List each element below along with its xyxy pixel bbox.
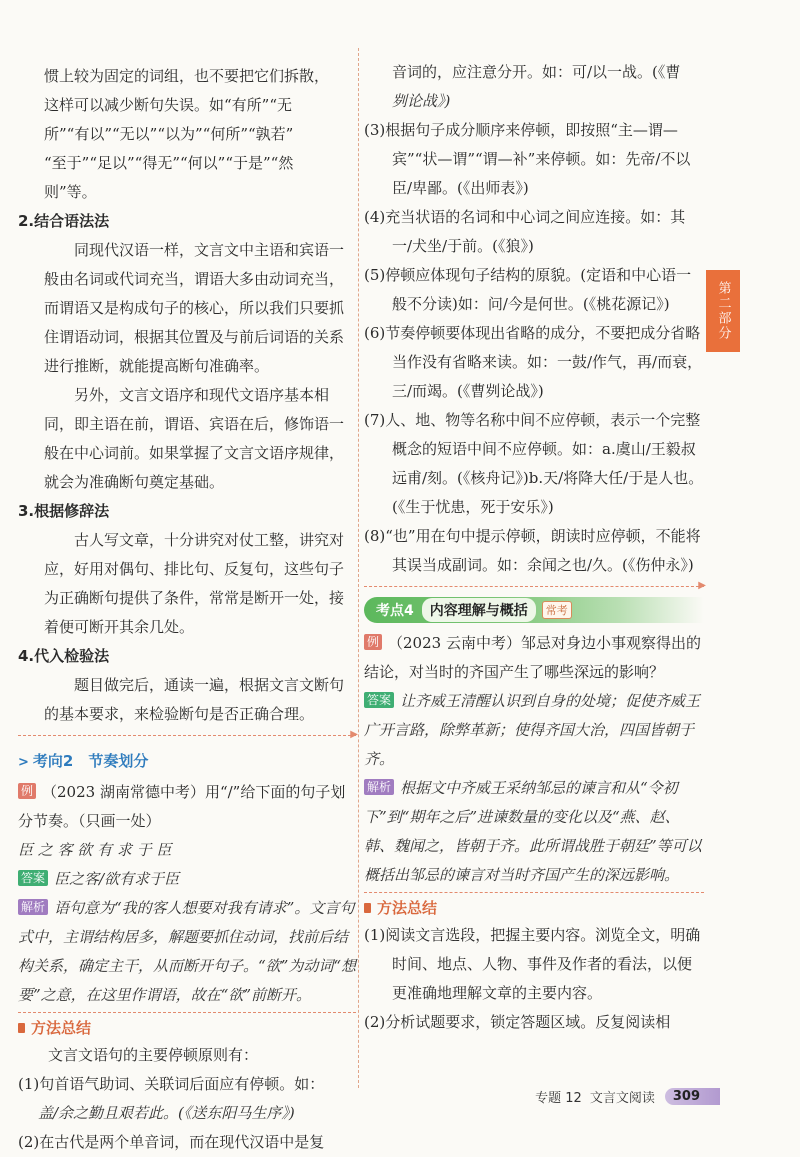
intro-line: 这样可以减少断句失误。如“有所”“无 (44, 96, 293, 114)
answer-block (18, 865, 356, 894)
bookmark-icon (18, 1023, 25, 1033)
method-summary-label: 方法总结 (377, 899, 438, 917)
intro-paragraph (18, 62, 356, 207)
right-column (364, 58, 704, 1037)
rule-item-7: (7)人、地、物等名称中间不应停顿，表示一个完整概念的短语中间不应停顿。如：a.虞山/王毅叔远甫/刻。(《核舟记》)b.天/将降大任/于是人也。(《生于忧患，死于安乐》) (364, 411, 704, 516)
method-summary-label: 方法总结 (31, 1019, 92, 1037)
method-item-2: (2)分析试题要求，锁定答题区域。反复阅读相 (364, 1013, 671, 1031)
analysis-block (364, 774, 704, 890)
example-question (18, 778, 356, 836)
answer-badge: 答案 (364, 692, 394, 708)
kaodian-number: 考点4 (376, 603, 414, 619)
grammar-paragraph-2: 另外，文言文语序和现代文语序基本相同，即主语在前，谓语、宾语在后，修饰语一般在中心词前。如果掌握了文言文语序规律，就会为准确断句奠定基础。 (44, 386, 345, 491)
intro-line: 惯上较为固定的词组，也不要把它们拆散， (44, 67, 330, 85)
section-title-grammar: 2.结合语法法 (18, 212, 110, 230)
method-summary-box (18, 1012, 356, 1157)
column-divider (358, 48, 359, 1088)
kaodian-title: 内容理解与概括 (422, 598, 536, 622)
example-badge: 例 (364, 634, 382, 650)
rule-item-4: (4)充当状语的名词和中心词之间应连接。如：其一/犬坐/于前。(《狼》) (364, 208, 686, 255)
section-side-tab: 第二部分 (706, 270, 740, 352)
continued-line: 音词的，应注意分开。如：可/以一战。(《曹 (392, 63, 681, 81)
arrow-icon: ▶ (698, 580, 706, 591)
section-title-rhetoric: 3.根据修辞法 (18, 502, 110, 520)
analysis-badge: 解析 (18, 899, 48, 915)
kaoxiang-heading (18, 746, 356, 778)
method-item-1: (1)句首语气助词、关联词后面应有停顿。如： (18, 1075, 325, 1093)
rhetoric-paragraph: 古人写文章，十分讲究对仗工整，讲究对应，好用对偶句、排比句、反复句，这些句子为正确断句提供了条件，常常是断开一处，接着便可断开其余几处。 (44, 531, 345, 636)
intro-line: “至于”“足以”“得无”“何以”“于是”“然 (44, 154, 294, 172)
analysis-text: 根据文中齐威王采纳邹忌的谏言和从“令初下”到“期年之后”进谏数量的变化以及“燕、赵、韩、魏闻之，皆朝于齐。此所谓战胜于朝廷”等可以概括出邹忌的谏言对当时齐国产生的深远影响。 (364, 779, 702, 884)
page-number: 309 (665, 1088, 720, 1105)
footer-title: 文言文阅读 (589, 1090, 655, 1106)
example-text: （2023 湖南常德中考）用“/”给下面的句子划分节奏。（只画一处） (18, 783, 346, 830)
check-paragraph: 题目做完后，通读一遍，根据文言文断句的基本要求，来检验断句是否正确合理。 (44, 676, 345, 723)
rule-item-6: (6)节奏停顿要体现出省略的成分，不要把成分省略当作没有省略来读。如：一鼓/作气，再/而衰，三/而竭。(《曹刿论战》) (364, 324, 703, 400)
rule-item-3: (3)根据句子成分顺序来停顿，即按照“主—谓—宾”“状—谓”“谓—补”来停顿。如：先帝/不以臣/卑鄙。(《出师表》) (364, 121, 691, 197)
answer-text: 让齐威王清醒认识到自身的处境；促使齐威王广开言路，除弊革新；使得齐国大治，四国皆朝于齐。 (364, 692, 701, 768)
analysis-text: 语句意为“我的客人想要对我有请求”。文言句式中，主谓结构居多，解题要抓住动词，找前后结构关系，确定主干，从而断开句子。“欲”为动词“想要”之意，在这里作谓语，故在“欲”前断开。 (18, 899, 357, 1004)
bookmark-icon (364, 903, 371, 913)
method-intro: 文言文语句的主要停顿原则有： (48, 1046, 259, 1064)
rule-item-5: (5)停顿应体现句子结构的原貌。(定语和中心语一般不分读)如：问/今是何世。(《桃花源记》) (364, 266, 692, 313)
left-column (18, 62, 356, 1157)
page-footer (535, 1085, 720, 1107)
method-summary-box (364, 892, 704, 1037)
method-item-1-example: 盖/余之勤且艰若此。(《送东阳马生序》) (38, 1104, 295, 1122)
continued-line: 刿论战》) (392, 92, 451, 110)
answer-text: 臣之客/欲有求于臣 (54, 870, 180, 888)
chevron-right-icon: > (18, 755, 29, 770)
dashed-separator (18, 729, 358, 740)
analysis-block (18, 894, 356, 1010)
example-badge: 例 (18, 783, 36, 799)
kaoxiang-label: 考向2 节奏划分 (32, 752, 149, 770)
method-summary-title (364, 895, 704, 921)
kaodian-banner (364, 597, 704, 623)
example-text: （2023 云南中考）邹忌对身边小事观察得出的结论，对当时的齐国产生了哪些深远的影响？ (364, 634, 701, 681)
method-summary-title (18, 1015, 356, 1041)
rule-item-8: (8)“也”用在句中提示停顿，朗读时应停顿，不能将其误当成副词。如：余闻之也/久。(《伤仲永》) (364, 527, 701, 574)
example-question (364, 629, 704, 687)
answer-badge: 答案 (18, 870, 48, 886)
arrow-icon: ▶ (350, 729, 358, 740)
intro-line: 则”等。 (44, 183, 97, 201)
continued-item (364, 58, 704, 116)
grammar-paragraph-1: 同现代汉语一样，文言文中主语和宾语一般由名词或代词充当，谓语大多由动词充当，而谓语又是构成句子的核心，所以我们只要抓住谓语动词，根据其位置及与前后词语的关系进行推断，就能提高断句准确率。 (44, 241, 345, 375)
example-sentence: 臣 之 客 欲 有 求 于 臣 (18, 841, 172, 859)
kaodian-tag: 常考 (542, 601, 572, 619)
dashed-separator (364, 580, 706, 591)
answer-block (364, 687, 704, 774)
section-title-check: 4.代入检验法 (18, 647, 110, 665)
analysis-badge: 解析 (364, 779, 394, 795)
method-item-2: (2)在古代是两个单音词，而在现代汉语中是复 (18, 1133, 325, 1151)
method-item-1: (1)阅读文言选段，把握主要内容。浏览全文，明确时间、地点、人物、事件及作者的看法，以便更准确地理解文章的主要内容。 (364, 926, 701, 1002)
footer-topic: 专题 12 (535, 1090, 582, 1106)
intro-line: 所”“有以”“无以”“以为”“何所”“孰若” (44, 125, 294, 143)
